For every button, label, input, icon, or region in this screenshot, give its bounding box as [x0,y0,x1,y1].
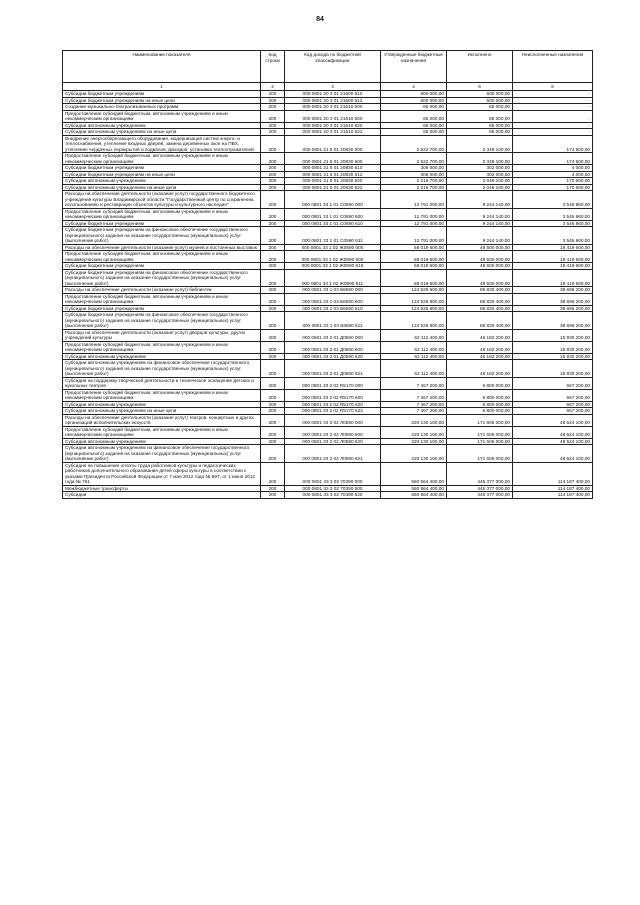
header-line-code: Код строки [261,51,285,83]
row-budget-code: 000 0801 21 5 01 20830 610 [285,165,381,172]
row-budget-code: 000 0801 33 1 03 Б6590 610 [285,305,381,312]
table-row [63,135,593,153]
row-unexecuted-amount: - [513,129,593,136]
row-indicator-name: Предоставление субсидий бюджетным, автономным учреждениям и иным некоммерческим организациям [63,208,261,220]
row-unexecuted-amount: 38 695 200,00 [513,305,593,312]
row-approved-amount: 68 019 600,00 [381,244,447,251]
row-executed-amount: 302 000,00 [447,171,513,178]
row-budget-code: 000 0801 33 3 02 70390 500 [285,485,381,492]
table-row [63,329,593,341]
row-budget-code: 000 0801 20 3 01 21610 622 [285,129,381,136]
row-unexecuted-amount: 48 524 100,00 [513,414,593,426]
row-budget-code: 000 0801 33 2 02 R5170 622 [285,408,381,415]
row-executed-amount: 2 046 100,00 [447,178,513,185]
row-line-code: 200 [261,178,285,185]
row-indicator-name: Субсидии бюджетным учреждениям на иные цели [63,171,261,178]
row-line-code: 200 [261,269,285,287]
row-executed-amount: 85 830 400,00 [447,312,513,330]
row-executed-amount: 65 000,00 [447,129,513,136]
row-unexecuted-amount: 667 200,00 [513,389,593,401]
row-budget-code: 000 0801 21 5 01 20830 000 [285,135,381,153]
row-line-code: 200 [261,129,285,136]
row-executed-amount: 171 606 000,00 [447,445,513,463]
row-budget-code: 000 0801 33 2 02 R5170 620 [285,401,381,408]
row-indicator-name: Субсидии бюджетным учреждениям на финансовое обеспечение государственного (муниципального) задания на оказание государственных (муниципальных) услуг (выполнение работ) [63,312,261,330]
row-unexecuted-amount: - [513,122,593,129]
row-indicator-name: Субсидии бюджетным учреждениям [63,305,261,312]
row-line-code: 200 [261,184,285,191]
row-budget-code: 000 0801 33 3 02 70390 000 [285,462,381,485]
row-executed-amount: 9 244 140,00 [447,227,513,245]
row-approved-amount: 220 130 100,00 [381,438,447,445]
row-indicator-name: Предоставление субсидий бюджетным, автономным учреждениям и иным некоммерческим организациям [63,251,261,263]
row-budget-code: 000 0801 33 1 03 Б6590 600 [285,293,381,305]
row-budget-code: 000 0801 21 5 01 20830 612 [285,171,381,178]
table-row [63,312,593,330]
row-line-code: 200 [261,377,285,389]
row-executed-amount: 65 000,00 [447,110,513,122]
row-approved-amount: 65 000,00 [381,122,447,129]
row-unexecuted-amount: 170 600,00 [513,184,593,191]
row-budget-code: 000 0801 33 2 02 Л0590 600 [285,426,381,438]
table-row [63,208,593,220]
row-executed-amount: 85 830 400,00 [447,287,513,294]
row-unexecuted-amount: 38 695 200,00 [513,312,593,330]
row-budget-code: 000 0801 33 2 02 Л0590 620 [285,438,381,445]
row-executed-amount: 85 830 400,00 [447,293,513,305]
table-row [63,227,593,245]
row-budget-code: 000 0801 33 2 01 Д0590 000 [285,329,381,341]
row-line-code: 200 [261,244,285,251]
row-line-code: 200 [261,401,285,408]
header-approved: Утвержденные бюджетные назначения [381,51,447,83]
row-indicator-name: Субсидии автономным учреждениям на финансовое обеспечение государственного (муниципального) задания на оказание государственных (муниципальных) услуг (выполнение работ) [63,360,261,378]
row-budget-code: 000 0801 33 3 02 70390 520 [285,492,381,499]
row-approved-amount: 68 019 600,00 [381,251,447,263]
table-row [63,153,593,165]
row-executed-amount: 500 000,00 [447,91,513,98]
row-indicator-name: Субсидии бюджетным учреждениям [63,165,261,172]
row-budget-code: 000 0801 33 1 03 Б6590 611 [285,312,381,330]
row-approved-amount: 2 216 700,00 [381,184,447,191]
row-executed-amount: 6 800 000,00 [447,401,513,408]
row-executed-amount: 9 244 140,00 [447,191,513,209]
row-approved-amount: 7 467 200,00 [381,389,447,401]
row-executed-amount: 2 046 100,00 [447,184,513,191]
table-row [63,492,593,499]
row-unexecuted-amount: 15 930 200,00 [513,360,593,378]
row-approved-amount: 306 000,00 [381,165,447,172]
row-unexecuted-amount: 19 419 600,00 [513,269,593,287]
row-indicator-name: Субсидии автономным учреждениям [63,401,261,408]
table-row [63,110,593,122]
row-budget-code: 000 0801 33 1 02 Ж0590 600 [285,251,381,263]
row-unexecuted-amount: 3 546 860,00 [513,191,593,209]
column-number: 2 [261,83,285,91]
row-executed-amount: 48 600 000,00 [447,251,513,263]
row-executed-amount: 2 348 100,00 [447,135,513,153]
row-indicator-name: Субсидии автономным учреждениям [63,438,261,445]
row-approved-amount: 220 130 100,00 [381,445,447,463]
row-approved-amount: 65 000,00 [381,104,447,111]
row-indicator-name: Субсидии бюджетным учреждениям [63,220,261,227]
row-line-code: 200 [261,171,285,178]
row-line-code: 200 [261,91,285,98]
row-executed-amount: 48 600 000,00 [447,263,513,270]
column-number: 1 [63,83,261,91]
row-unexecuted-amount: 174 600,00 [513,153,593,165]
row-unexecuted-amount: 3 546 860,00 [513,208,593,220]
row-budget-code: 000 0801 33 2 02 R5170 000 [285,377,381,389]
row-indicator-name: Предоставление субсидий бюджетным, автономным учреждениям и иным некоммерческим организациям [63,293,261,305]
row-line-code: 200 [261,220,285,227]
row-indicator-name: Субсидия на повышение оплаты труда работников культуры и педагогических работников дополнительного образования детей сферы культуры в соответствии с указами Президента Российской Федерации от 7 мая 2012 года № 597, от 1 июня 2012 года № 761 [63,462,261,485]
row-approved-amount: 124 525 600,00 [381,293,447,305]
row-line-code: 200 [261,287,285,294]
row-executed-amount: 65 000,00 [447,122,513,129]
row-budget-code: 000 0801 33 1 01 С0590 000 [285,191,381,209]
row-budget-code: 000 0801 21 5 01 20830 620 [285,178,381,185]
row-indicator-name: Межбюджетные трансферты [63,485,261,492]
row-approved-amount: 306 000,00 [381,171,447,178]
row-approved-amount: 560 564 400,00 [381,485,447,492]
row-executed-amount: 46 182 200,00 [447,341,513,353]
table-row [63,426,593,438]
row-line-code: 200 [261,462,285,485]
row-indicator-name: Субсидии автономным учреждениям [63,122,261,129]
row-unexecuted-amount: 667 200,00 [513,408,593,415]
row-line-code: 200 [261,414,285,426]
row-executed-amount: 6 800 000,00 [447,389,513,401]
row-unexecuted-amount: - [513,97,593,104]
row-executed-amount: 48 600 000,00 [447,269,513,287]
row-executed-amount: 171 606 000,00 [447,426,513,438]
row-indicator-name: Субсидии автономным учреждениям на финансовое обеспечение государственного (муниципального) задания на оказание государственных (муниципальных) услуг (выполнение работ) [63,445,261,463]
row-approved-amount: 62 112 400,00 [381,341,447,353]
table-row [63,389,593,401]
row-line-code: 200 [261,485,285,492]
row-budget-code: 000 0801 33 2 01 Д0590 600 [285,341,381,353]
table-row [63,269,593,287]
row-budget-code: 000 0801 33 2 02 Л0590 000 [285,414,381,426]
row-line-code: 200 [261,438,285,445]
row-indicator-name: Предоставление субсидий бюджетным, автономным учреждениям и иным некоммерческим организациям [63,341,261,353]
row-budget-code: 000 0801 20 3 01 21610 000 [285,104,381,111]
row-approved-amount: 560 564 400,00 [381,492,447,499]
table-row [63,462,593,485]
row-executed-amount: 85 830 400,00 [447,305,513,312]
table-row [63,191,593,209]
row-unexecuted-amount: 3 546 860,00 [513,220,593,227]
row-budget-code: 000 0801 33 1 02 Ж0590 610 [285,263,381,270]
row-budget-code: 000 0801 33 1 01 С0590 611 [285,227,381,245]
table-row [63,293,593,305]
row-approved-amount: 12 791 000,00 [381,191,447,209]
row-executed-amount: 446 377 000,00 [447,462,513,485]
row-unexecuted-amount: 15 930 200,00 [513,329,593,341]
row-line-code: 200 [261,263,285,270]
row-executed-amount: 9 244 140,00 [447,208,513,220]
row-line-code: 200 [261,492,285,499]
row-budget-code: 000 0801 33 1 02 Ж0590 611 [285,269,381,287]
row-line-code: 200 [261,329,285,341]
row-executed-amount: 46 182 200,00 [447,353,513,360]
row-line-code: 200 [261,227,285,245]
row-unexecuted-amount: 114 187 400,00 [513,462,593,485]
row-approved-amount: 68 019 600,00 [381,269,447,287]
row-line-code: 200 [261,97,285,104]
row-executed-amount: 48 600 000,00 [447,244,513,251]
header-budget-code: Код дохода по бюджетной классификации [285,51,381,83]
column-number: 3 [285,83,381,91]
row-budget-code: 000 0801 21 5 01 20830 622 [285,184,381,191]
table-row [63,377,593,389]
row-line-code: 200 [261,122,285,129]
row-budget-code: 000 0801 33 2 02 R5170 600 [285,389,381,401]
row-approved-amount: 12 791 000,00 [381,220,447,227]
row-line-code: 200 [261,251,285,263]
row-executed-amount: 6 800 000,00 [447,377,513,389]
row-unexecuted-amount: 15 930 200,00 [513,353,593,360]
row-unexecuted-amount: 4 000,00 [513,165,593,172]
table-row [63,414,593,426]
table-row [63,445,593,463]
row-approved-amount: 2 522 700,00 [381,135,447,153]
row-unexecuted-amount: 38 695 200,00 [513,293,593,305]
row-indicator-name: Предоставление субсидий бюджетным, автономным учреждениям и иным некоммерческим организациям [63,110,261,122]
row-approved-amount: 7 467 200,00 [381,408,447,415]
row-line-code: 200 [261,312,285,330]
row-line-code: 200 [261,341,285,353]
row-executed-amount: 65 000,00 [447,104,513,111]
row-line-code: 200 [261,153,285,165]
row-unexecuted-amount: 170 600,00 [513,178,593,185]
row-line-code: 200 [261,445,285,463]
row-approved-amount: 62 112 400,00 [381,353,447,360]
header-indicator-name: Наименование показателя [63,51,261,83]
row-executed-amount: 6 800 000,00 [447,408,513,415]
header-executed: Исполнено [447,51,513,83]
row-executed-amount: 171 606 000,00 [447,414,513,426]
row-unexecuted-amount: - [513,110,593,122]
row-unexecuted-amount: 15 930 200,00 [513,341,593,353]
row-executed-amount: 302 000,00 [447,165,513,172]
row-unexecuted-amount: 19 419 600,00 [513,251,593,263]
row-approved-amount: 7 467 200,00 [381,401,447,408]
row-approved-amount: 500 000,00 [381,97,447,104]
row-line-code: 200 [261,353,285,360]
row-indicator-name: Расходы на обеспечение деятельности (оказание услуг) музеев и постоянных выставок [63,244,261,251]
row-budget-code: 000 0801 33 1 01 С0590 610 [285,220,381,227]
row-unexecuted-amount: 114 187 400,00 [513,485,593,492]
budget-execution-table [62,50,593,499]
row-approved-amount: 220 130 100,00 [381,426,447,438]
row-line-code: 200 [261,110,285,122]
table-header-row [63,51,593,83]
row-indicator-name: Субсидии бюджетным учреждениям на иные цели [63,97,261,104]
row-approved-amount: 124 525 600,00 [381,305,447,312]
row-budget-code: 000 0801 33 2 01 Д0590 620 [285,353,381,360]
row-approved-amount: 12 791 000,00 [381,227,447,245]
row-indicator-name: Субсидия на поддержку творческой деятельности и техническое оснащение детских и кукольных театров [63,377,261,389]
row-executed-amount: 46 182 200,00 [447,329,513,341]
table-row [63,341,593,353]
column-number: 4 [381,83,447,91]
row-unexecuted-amount: 48 524 100,00 [513,426,593,438]
row-budget-code: 000 0801 33 1 03 Б6590 000 [285,287,381,294]
row-indicator-name: Создание музыкально-театрализованных программ [63,104,261,111]
row-line-code: 200 [261,104,285,111]
row-executed-amount: 46 182 200,00 [447,360,513,378]
row-approved-amount: 2 216 700,00 [381,178,447,185]
row-line-code: 200 [261,293,285,305]
row-approved-amount: 62 112 400,00 [381,329,447,341]
table-body [63,91,593,499]
row-executed-amount: 446 377 000,00 [447,485,513,492]
row-approved-amount: 560 564 400,00 [381,462,447,485]
row-indicator-name: Субсидии бюджетным учреждениям [63,91,261,98]
row-approved-amount: 2 522 700,00 [381,153,447,165]
column-number-row [63,83,593,91]
row-indicator-name: Расходы на обеспечение деятельности (оказание услуг) дворцов культуры, других учреждений культуры [63,329,261,341]
row-budget-code: 000 0801 33 2 02 Л0590 621 [285,445,381,463]
row-budget-code: 000 0801 33 1 02 Ж0590 000 [285,244,381,251]
row-indicator-name: Субсидии автономным учреждениям на иные цели [63,129,261,136]
row-indicator-name: Предоставление субсидий бюджетным, автономным учреждениям и иным некоммерческим организациям [63,153,261,165]
row-budget-code: 000 0801 33 1 01 С0590 600 [285,208,381,220]
row-unexecuted-amount: 48 524 100,00 [513,445,593,463]
row-budget-code: 000 0801 20 3 01 21600 612 [285,97,381,104]
row-line-code: 200 [261,208,285,220]
column-number: 6 [513,83,593,91]
row-executed-amount: 446 377 000,00 [447,492,513,499]
row-indicator-name: Расходы на обеспечение деятельности (оказание услуг) театров, концертных и других организаций исполнительских искусств [63,414,261,426]
row-unexecuted-amount: 48 524 100,00 [513,438,593,445]
table-row [63,251,593,263]
row-budget-code: 000 0801 20 3 01 21610 600 [285,110,381,122]
row-unexecuted-amount: 667 200,00 [513,377,593,389]
row-unexecuted-amount: 38 695 200,00 [513,287,593,294]
row-unexecuted-amount: 667 200,00 [513,401,593,408]
header-unexecuted: Неисполненные назначения [513,51,593,83]
row-budget-code: 000 0801 20 3 01 21600 610 [285,91,381,98]
row-executed-amount: 2 348 100,00 [447,153,513,165]
row-line-code: 200 [261,389,285,401]
row-approved-amount: 62 112 400,00 [381,360,447,378]
table-row [63,360,593,378]
row-indicator-name: Субсидии бюджетным учреждениям на финансовое обеспечение государственного (муниципального) задания на оказание государственных (муниципальных) услуг (выполнение работ) [63,227,261,245]
row-approved-amount: 68 019 600,00 [381,263,447,270]
row-indicator-name: Предоставление субсидий бюджетным, автономным учреждениям и иным некоммерческим организациям [63,389,261,401]
row-line-code: 200 [261,191,285,209]
row-indicator-name: Расходы на обеспечение деятельности (оказание услуг) государственного бюджетного учреждения культуры Владимирской области "Государственный центр по сохранению, использованию и реставрации объектов культуры и культурного наследия" [63,191,261,209]
row-unexecuted-amount: 114 187 400,00 [513,492,593,499]
row-indicator-name: Субсидии автономным учреждениям [63,178,261,185]
row-line-code: 200 [261,135,285,153]
row-budget-code: 000 0801 20 3 01 21610 620 [285,122,381,129]
row-indicator-name: Расходы на обеспечение деятельности (оказание услуг) библиотек [63,287,261,294]
row-approved-amount: 12 791 000,00 [381,208,447,220]
column-number: 5 [447,83,513,91]
row-indicator-name: Субсидии автономным учреждениям на иные цели [63,408,261,415]
row-approved-amount: 220 130 100,00 [381,414,447,426]
row-unexecuted-amount: - [513,91,593,98]
row-approved-amount: 124 525 600,00 [381,287,447,294]
row-executed-amount: 171 606 000,00 [447,438,513,445]
row-unexecuted-amount: 3 546 860,00 [513,227,593,245]
row-unexecuted-amount: 19 419 600,00 [513,263,593,270]
row-indicator-name: Субсидии бюджетным учреждениям [63,263,261,270]
row-line-code: 200 [261,360,285,378]
row-indicator-name: Предоставление субсидий бюджетным, автономным учреждениям и иным некоммерческим организациям [63,426,261,438]
row-approved-amount: 7 467 200,00 [381,377,447,389]
row-unexecuted-amount: - [513,104,593,111]
row-line-code: 200 [261,305,285,312]
row-indicator-name: Субсидии автономным учреждениям на иные цели [63,184,261,191]
row-line-code: 200 [261,408,285,415]
row-executed-amount: 9 244 140,00 [447,220,513,227]
row-line-code: 200 [261,165,285,172]
row-budget-code: 000 0801 33 2 01 Д0590 621 [285,360,381,378]
row-indicator-name: Субсидии [63,492,261,499]
row-executed-amount: 500 000,00 [447,97,513,104]
row-approved-amount: 500 000,00 [381,91,447,98]
row-approved-amount: 65 000,00 [381,129,447,136]
page-number: 84 [316,16,324,23]
row-indicator-name: Субсидии бюджетным учреждениям на финансовое обеспечение государственного (муниципального) задания на оказание государственных (муниципальных) услуг (выполнение работ) [63,269,261,287]
row-approved-amount: 65 000,00 [381,110,447,122]
row-line-code: 200 [261,426,285,438]
row-approved-amount: 124 525 600,00 [381,312,447,330]
row-unexecuted-amount: 19 419 600,00 [513,244,593,251]
row-unexecuted-amount: 174 600,00 [513,135,593,153]
row-indicator-name: Внедрение энергосберегающего оборудования, модернизация систем энерго- и теплоснабжения, утепление входных дверей, замена деревянных окон на ПВХ, утепление чердачных перекрытий и подвалов, фасадов, установка теплоотражателей [63,135,261,153]
row-indicator-name: Субсидии автономным учреждениям [63,353,261,360]
row-unexecuted-amount: 4 000,00 [513,171,593,178]
row-budget-code: 000 0801 21 5 01 20830 600 [285,153,381,165]
